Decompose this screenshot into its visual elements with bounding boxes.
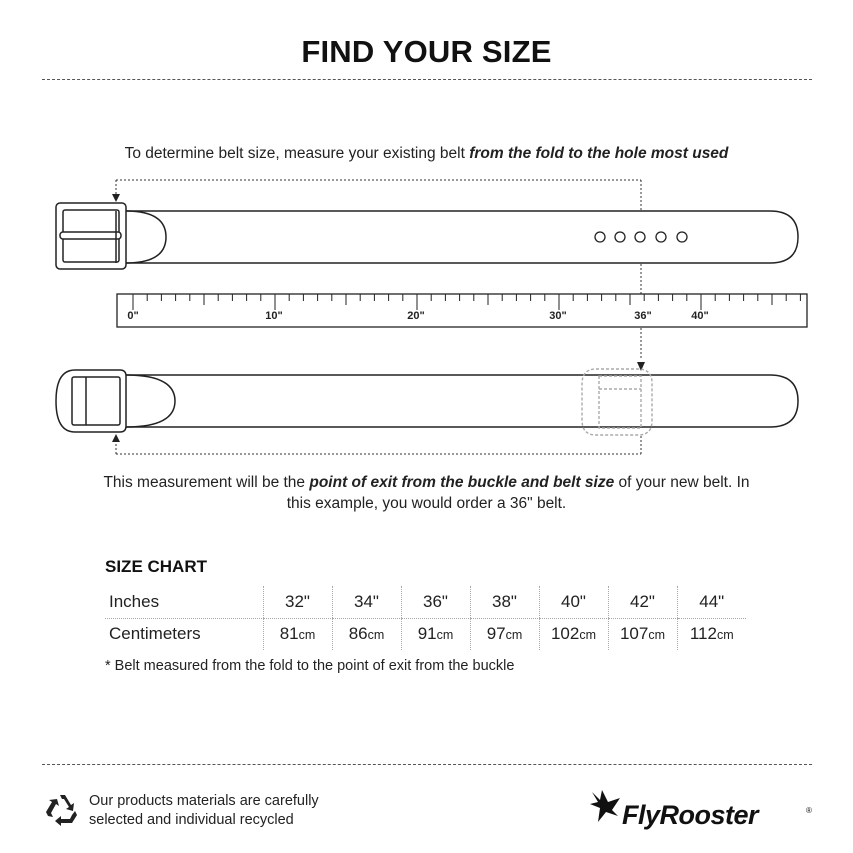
- inch-cell: 38": [470, 586, 539, 618]
- arrow-down-icon: [112, 194, 120, 202]
- cm-cell: 102cm: [539, 618, 608, 650]
- table-row: [105, 618, 746, 650]
- inch-cell: 44": [677, 586, 746, 618]
- cm-cell: 97cm: [470, 618, 539, 650]
- cm-cell: 81cm: [263, 618, 332, 650]
- cm-cell: 112cm: [677, 618, 746, 650]
- ruler-label-20: 20": [407, 310, 425, 322]
- note-text-after: of your new belt. In this example, you would order a 36" belt.: [286, 474, 750, 512]
- note-emphasis: point of exit from the buckle and belt size: [309, 474, 615, 491]
- size-chart-footnote: * Belt measured from the fold to the point of exit from the buckle: [105, 658, 515, 674]
- ruler-label-30: 30": [549, 310, 567, 322]
- intro-text: To determine belt size, measure your existing belt: [124, 145, 470, 162]
- row-label: Inches: [105, 586, 263, 618]
- flyrooster-logo: [590, 786, 815, 830]
- eco-line-1: Our products materials are carefully: [89, 793, 319, 809]
- inch-cell: 32": [263, 586, 332, 618]
- eco-line-2: selected and individual recycled: [89, 812, 294, 828]
- table-row: [105, 586, 746, 618]
- note-text-before: This measurement will be the: [103, 474, 310, 491]
- size-chart-title: SIZE CHART: [105, 557, 207, 576]
- brand-wordmark: FlyRooster: [622, 800, 759, 830]
- intro-instruction: [0, 145, 853, 163]
- cm-cell: 91cm: [401, 618, 470, 650]
- inch-cell: 34": [332, 586, 401, 618]
- cm-cell: 107cm: [608, 618, 677, 650]
- row-label: Centimeters: [109, 624, 201, 644]
- measure-arrow-top: [116, 180, 641, 360]
- inch-cell: 40": [539, 586, 608, 618]
- eco-statement: [89, 792, 319, 830]
- measure-arrow-bottom: [116, 436, 641, 454]
- intro-emphasis: from the fold to the hole most used: [469, 145, 729, 162]
- ruler-label-0: 0": [127, 310, 139, 322]
- belt-bottom: [56, 370, 798, 432]
- inch-cell: 36": [401, 586, 470, 618]
- ruler-label-36: 36": [634, 310, 652, 322]
- cm-cell: 86cm: [332, 618, 401, 650]
- ruler-label-40: 40": [691, 310, 709, 322]
- arrow-up-icon: [112, 434, 120, 442]
- inch-cell: 42": [608, 586, 677, 618]
- belt-measurement-illustration: [0, 170, 853, 460]
- brand-registered-mark: ®: [806, 806, 812, 815]
- recycle-icon: [44, 792, 80, 828]
- size-chart-table: [105, 586, 746, 650]
- ruler-label-10: 10": [265, 310, 283, 322]
- top-divider: [42, 79, 812, 80]
- bottom-divider: [42, 764, 812, 765]
- page-title: FIND YOUR SIZE: [301, 34, 552, 69]
- measurement-note: [90, 472, 763, 514]
